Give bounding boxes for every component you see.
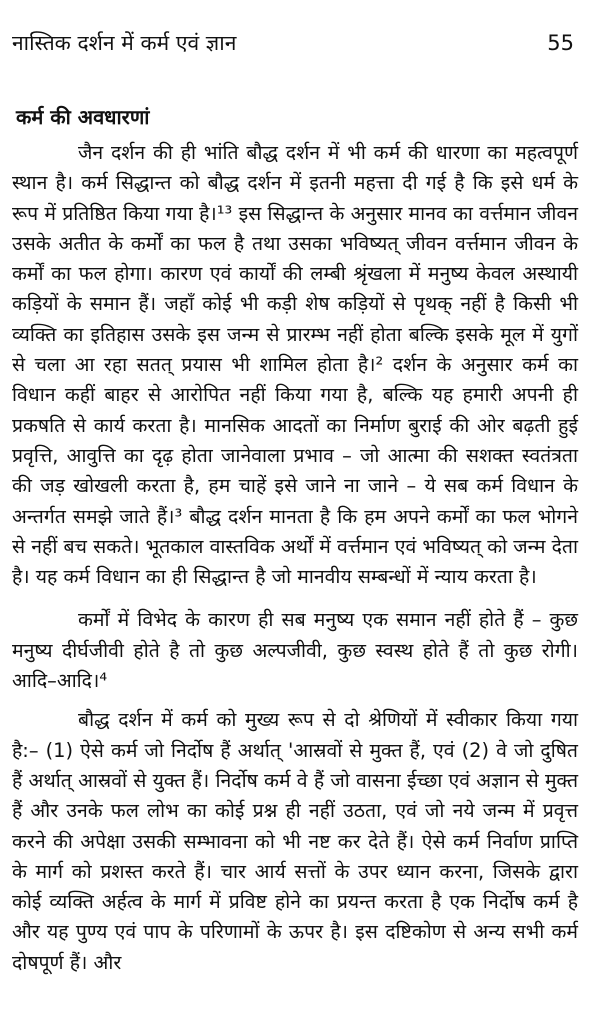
running-head: नास्तिक दर्शन में कर्म एवं ज्ञान: [12, 31, 237, 55]
page-header: [12, 28, 580, 62]
section-heading: कर्म की अवधारणां: [16, 105, 150, 129]
page-number: 55: [547, 31, 574, 55]
paragraph-2: कर्मों में विभेद के कारण ही सब मनुष्य एक समान नहीं होते हैं – कुछ मनुष्य दीर्घजीवी होते है तो कुछ अल्पजीवी, कुछ स्वस्थ होते हैं तो कुछ रोगी। आदि–आदि।⁴: [12, 608, 578, 693]
paragraph-3: बौद्ध दर्शन में कर्म को मुख्य रूप से दो श्रेणियों में स्वीकार किया गया है:– (1) ऐसे कर्म जो निर्दोष हैं अर्थात् 'आस्रवों से मुक्त हैं, एवं (2) वे जो दुषित हैं अर्थात् आस्रवों से युक्त हैं। निर्दोष कर्म वे हैं जो वासना ईच्छा एवं अज्ञान से मुक्त हैं और उनके फल लोभ का कोई प्रश्न ही नहीं उठता, एवं जो नये जन्म में प्रवृत्त करने की अपेक्षा उसकी सम्भावना को भी नष्ट कर देते हैं। ऐसे कर्म निर्वाण प्राप्ति के मार्ग को प्रशस्त करते हैं। चार आर्य सत्तों के उपर ध्यान करना, जिसके द्वारा कोई व्यक्ति अर्हत्व के मार्ग में प्रविष्ट होने का प्रयन्त करता है एक निर्दोष कर्म है और यह पुण्य एवं पाप के परिणामों के ऊपर है। इस दष्टिकोण से अन्य सभी कर्म दोषपूर्ण हैं। और: [12, 708, 578, 974]
paragraph-1: जैन दर्शन की ही भांति बौद्ध दर्शन में भी कर्म की धारणा का महत्वपूर्ण स्थान है। कर्म सिद्धान्त को बौद्ध दर्शन में इतनी महत्ता दी गई है कि इसे धर्म के रूप में प्रतिष्ठित किया गया है।¹³ इस सिद्धान्त के अनुसार मानव का वर्त्तमान जीवन उसके अतीत के कर्मों का फल है तथा उसका भविष्यत् जीवन वर्त्तमान जीवन के कर्मों का फल होगा। कारण एवं कार्यों की लम्बी श्रृंखला में मनुष्य केवल अस्थायी कड़ियों के समान हैं। जहाँ कोई भी कड़ी शेष कड़ियों से पृथक् नहीं है किसी भी व्यक्ति का इतिहास उसके इस जन्म से प्रारम्भ नहीं होता बल्कि इसके मूल में युगों से चला आ रहा सतत् प्रयास भी शामिल होता है।² दर्शन के अनुसार कर्म का विधान कहीं बाहर से आरोपित नहीं किया गया है, बल्कि यह हमारी अपनी ही प्रकषति से कार्य करता है। मानसिक आदतों का निर्माण बुराई की ओर बढ़ती हुई प्रवृत्ति, आवुत्ति का दृढ़ होता जानेवाला प्रभाव – जो आत्मा की सशक्त स्वतंत्रता की जड़ खोखली करता है, हम चाहें इसे जाने ना जाने – ये सब कर्म विधान के अन्तर्गत समझे जाते हैं।³ बौद्ध दर्शन मानता है कि हम अपने कर्मों का फल भोगने से नहीं बच सकते। भूतकाल वास्तविक अर्थों में वर्त्तमान एवं भविष्यत् को जन्म देता है। यह कर्म विधान का ही सिद्धान्त है जो मानवीय सम्बन्धों में न्याय करता है।: [12, 141, 578, 589]
